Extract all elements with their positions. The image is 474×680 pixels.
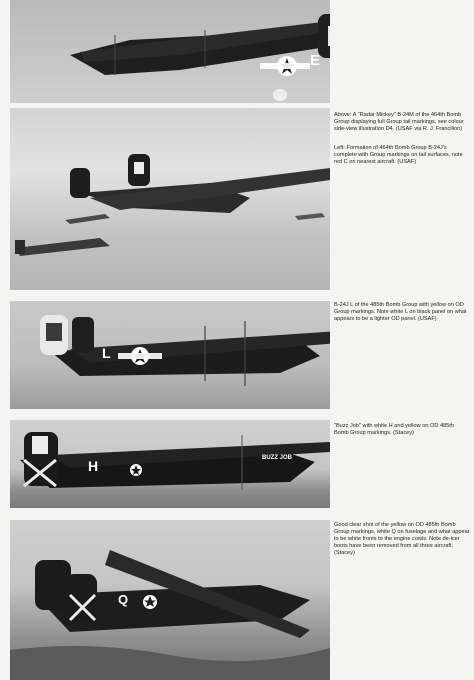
caption-formation: Left: Formation of 464th Bomb Group B-24J's complete with Group markings on tail surfaces, note red C on nearest aircraft. (USAF) (334, 145, 463, 165)
aircraft-letter: L (102, 345, 111, 361)
aircraft-letter: Q (118, 592, 129, 607)
caption-group-top (334, 112, 470, 171)
caption-485th-markings: Good clear shot of the yellow on OD 485th Bomb Group markings, white Q on fuselage and what appear to be white fronts to the engine cowls. Note de-icer boots have been removed from all three aircraft. (Stacey) (334, 522, 470, 556)
nose-art-text: BUZZ JOB (262, 455, 292, 461)
photo-formation-464th (10, 108, 330, 290)
photo-radar-mickey-b24m (10, 0, 330, 103)
caption-b24j-l: B-24J L of the 485th Bomb Group with yellow on OD Group markings. Note white L on black panel on what appears to be a lighter OD panel. (USAF) (334, 302, 467, 322)
aircraft-letter: H (88, 458, 99, 474)
aircraft-letter: E (310, 52, 321, 69)
caption-radar-mickey: Above: A "Radar Mickey" B-24M of the 464th Bomb Group displaying full Group tail markings, see colour side-view illustration D4. (USAF via R. J. Francillon) (334, 112, 464, 132)
caption-buzz-job: "Buzz Job" with white H and yellow on OD 485th Bomb Group markings. (Stacey) (334, 423, 454, 436)
photo-485th-three-aircraft (10, 520, 330, 680)
photo-buzz-job (10, 420, 330, 508)
photo-b24j-l-485th (10, 301, 330, 409)
